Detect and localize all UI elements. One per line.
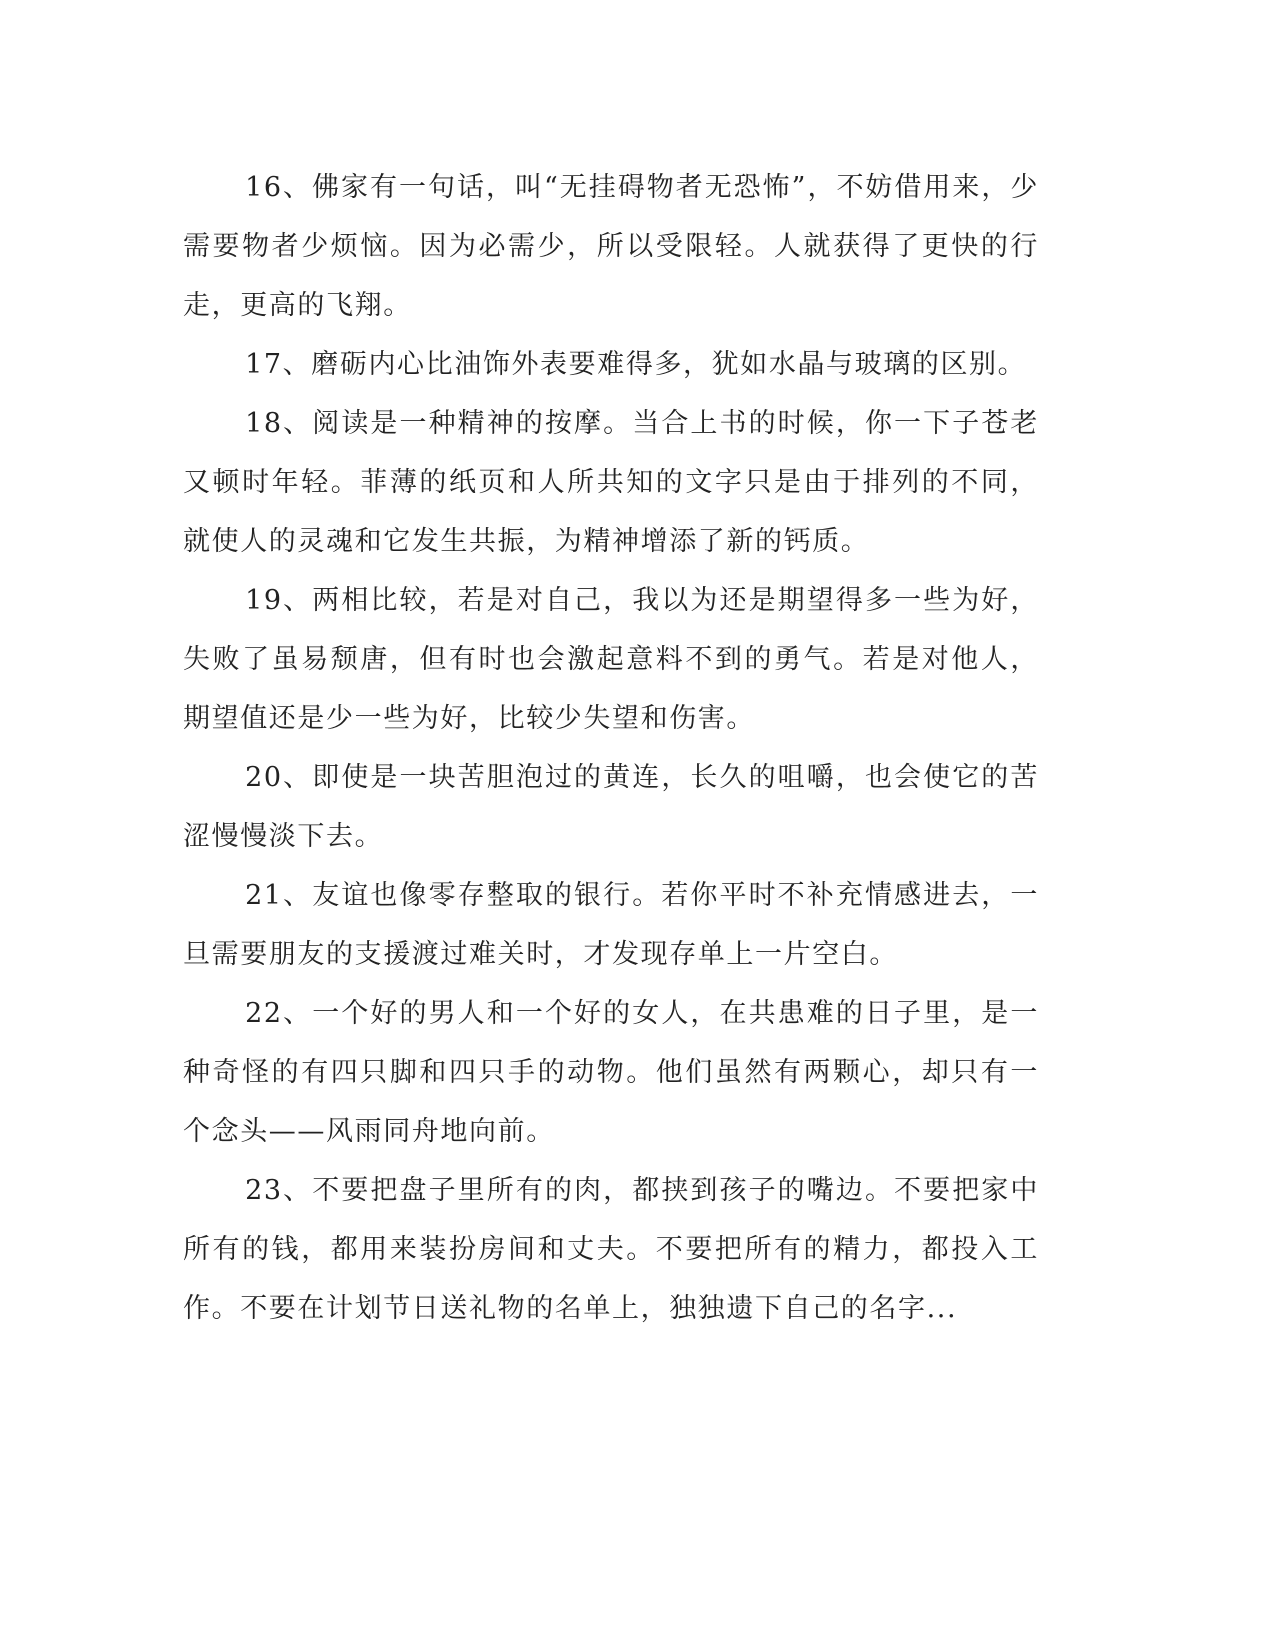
paragraph-21: 21、友谊也像零存整取的银行。若你平时不补充情感进去，一旦需要朋友的支援渡过难关时，才发现存单上一片空白。 [183, 880, 1039, 970]
paragraph-19: 19、两相比较，若是对自己，我以为还是期望得多一些为好，失败了虽易颓唐，但有时也会激起意料不到的勇气。若是对他人，期望值还是少一些为好，比较少失望和伤害。 [183, 585, 1039, 734]
document-body [183, 158, 1039, 1338]
paragraph-17: 17、磨砺内心比油饰外表要难得多，犹如水晶与玻璃的区别。 [245, 349, 1027, 380]
paragraph-18: 18、阅读是一种精神的按摩。当合上书的时候，你一下子苍老又顿时年轻。菲薄的纸页和人所共知的文字只是由于排列的不同，就使人的灵魂和它发生共振，为精神增添了新的钙质。 [183, 408, 1039, 557]
paragraph-16: 16、佛家有一句话，叫“无挂碍物者无恐怖”，不妨借用来，少需要物者少烦恼。因为必需少，所以受限轻。人就获得了更快的行走，更高的飞翔。 [183, 172, 1039, 321]
paragraph-20: 20、即使是一块苦胆泡过的黄连，长久的咀嚼，也会使它的苦涩慢慢淡下去。 [183, 762, 1039, 852]
paragraph-22: 22、一个好的男人和一个好的女人，在共患难的日子里，是一种奇怪的有四只脚和四只手的动物。他们虽然有两颗心，却只有一个念头——风雨同舟地向前。 [183, 998, 1039, 1147]
paragraph-23: 23、不要把盘子里所有的肉，都挟到孩子的嘴边。不要把家中所有的钱，都用来装扮房间和丈夫。不要把所有的精力，都投入工作。不要在计划节日送礼物的名单上，独独遗下自己的名字... [183, 1175, 1039, 1324]
